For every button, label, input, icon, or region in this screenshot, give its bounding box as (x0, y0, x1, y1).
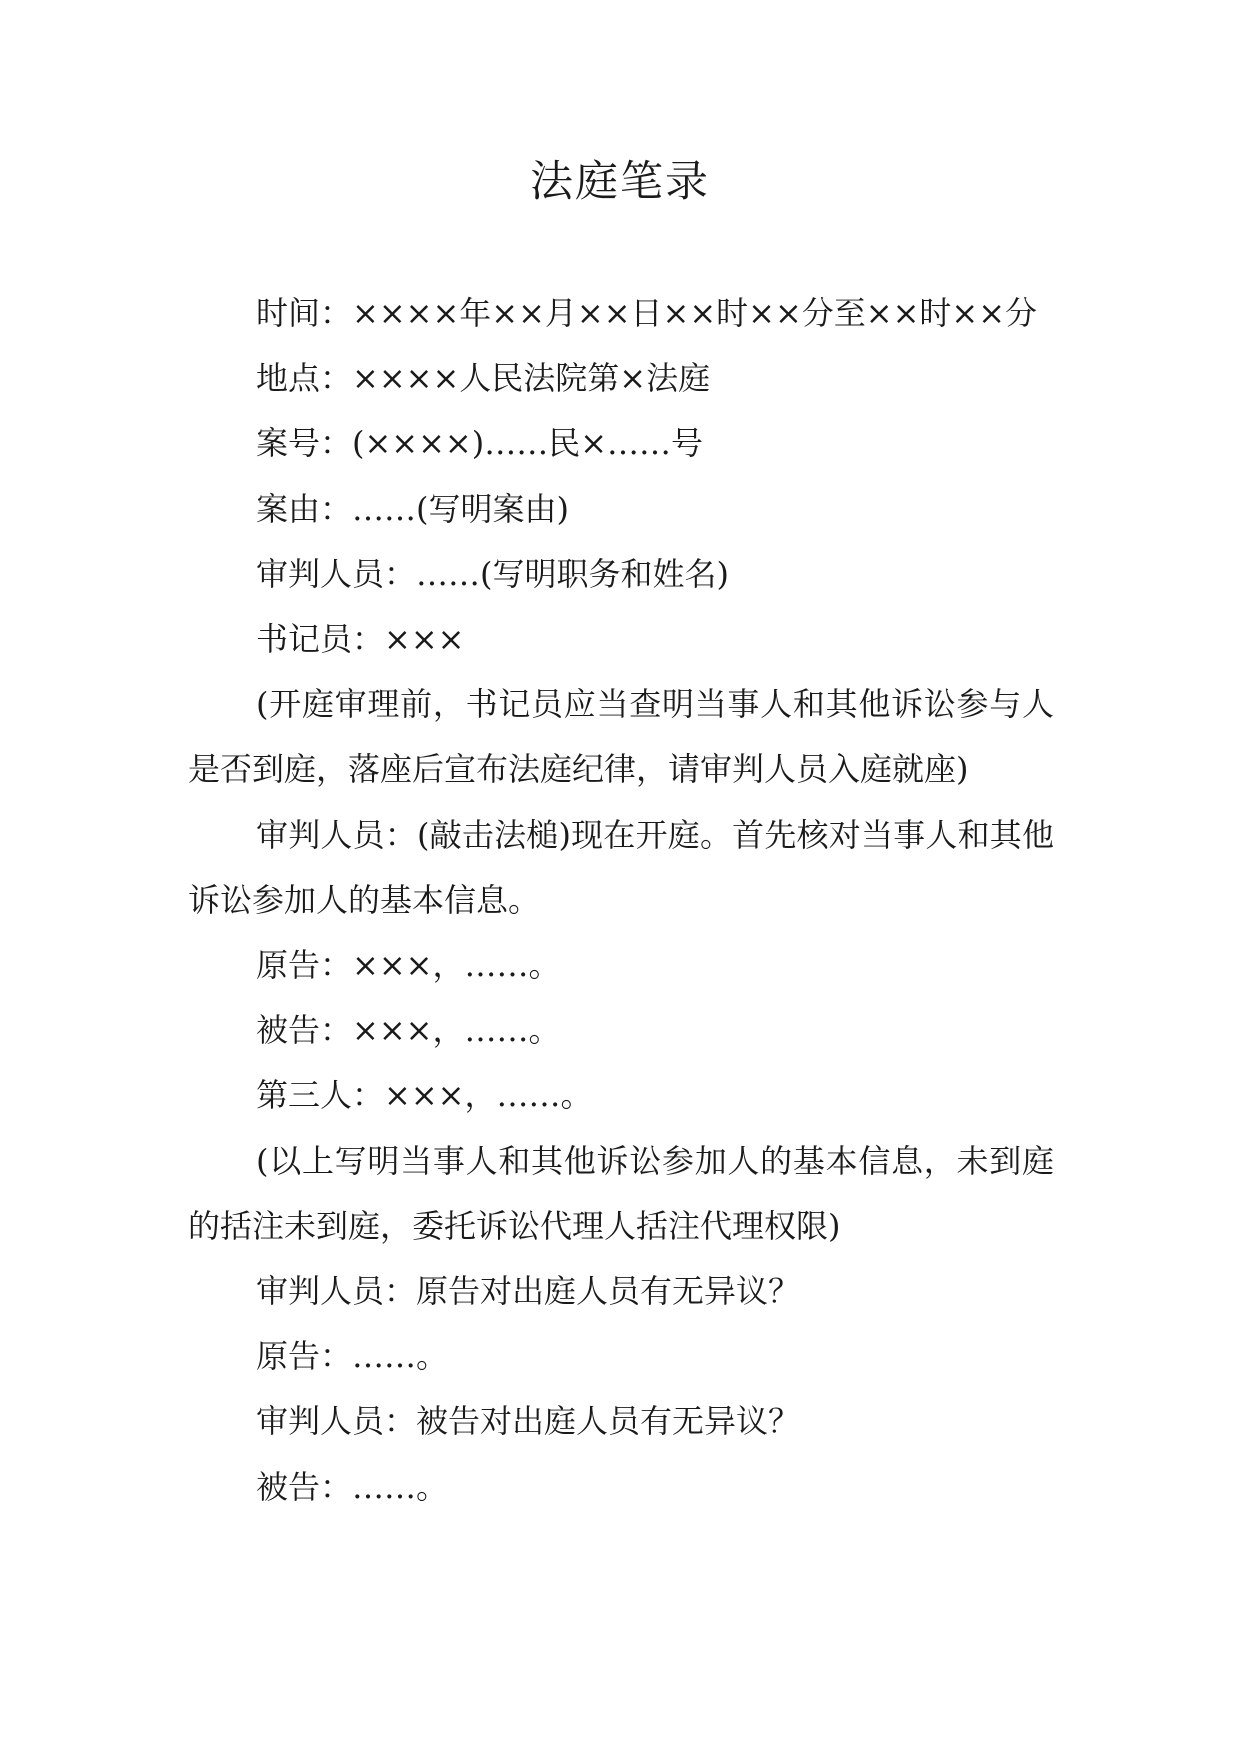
record-time: 时间：××××年××月××日××时××分至××时××分 (256, 294, 1038, 332)
party-info-note: (以上写明当事人和其他诉讼参加人的基本信息，未到庭的括注未到庭，委托诉讼代理人括注代理权限) (188, 1141, 1054, 1245)
defendant-info: 被告：×××，……。 (256, 1011, 561, 1050)
pre-trial-note: (开庭审理前，书记员应当查明当事人和其他诉讼参与人是否到庭，落座后宣布法庭纪律，请审判人员入庭就座) (188, 685, 1054, 789)
case-cause: 案由：……(写明案由) (256, 489, 569, 528)
plaintiff-info: 原告：×××，……。 (256, 946, 561, 985)
defendant-answer: 被告：……。 (256, 1467, 449, 1506)
case-number: 案号：(××××)……民×……号 (256, 424, 704, 463)
judge-opening-statement: 审判人员：(敲击法槌)现在开庭。首先核对当事人和其他诉讼参加人的基本信息。 (188, 815, 1054, 919)
document-title: 法庭笔录 (530, 157, 710, 207)
judge-question-defendant: 审判人员：被告对出庭人员有无异议？ (256, 1402, 801, 1441)
court-clerk: 书记员：××× (256, 620, 465, 659)
plaintiff-answer: 原告：……。 (256, 1337, 449, 1376)
third-party-info: 第三人：×××，……。 (256, 1076, 593, 1115)
record-location: 地点：××××人民法院第×法庭 (256, 359, 711, 398)
document-body (188, 281, 1054, 1520)
judicial-personnel: 审判人员：……(写明职务和姓名) (256, 554, 729, 593)
judge-question-plaintiff: 审判人员：原告对出庭人员有无异议？ (256, 1272, 801, 1311)
